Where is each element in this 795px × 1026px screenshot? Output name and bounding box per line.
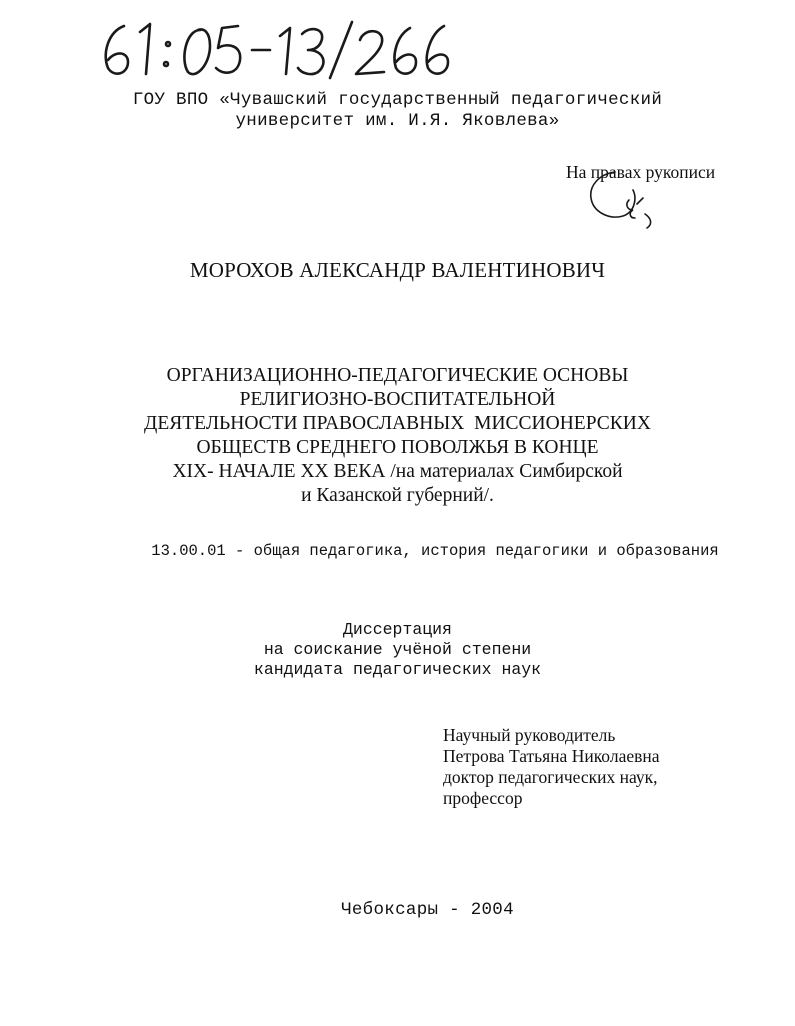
author-name: МОРОХОВ АЛЕКСАНДР ВАЛЕНТИНОВИЧ bbox=[189, 258, 606, 282]
thesis-title-line: ДЕЯТЕЛЬНОСТИ ПРАВОСЛАВНЫХ МИССИОНЕРСКИХ bbox=[144, 413, 651, 434]
handwritten-catalog-number bbox=[94, 18, 454, 80]
manuscript-label: На правах рукописи bbox=[566, 162, 716, 182]
supervisor-role: Научный руководитель bbox=[443, 725, 616, 745]
supervisor-name: Петрова Татьяна Николаевна bbox=[443, 746, 660, 766]
thesis-title-line: ОРГАНИЗАЦИОННО-ПЕДАГОГИЧЕСКИЕ ОСНОВЫ bbox=[166, 365, 629, 386]
institution-line-1: ГОУ ВПО «Чувашский государственный педагогический bbox=[132, 90, 663, 110]
specialty-code: 13.00.01 - общая педагогика, история педагогики и образования bbox=[151, 542, 719, 560]
thesis-title-line: XIX- НАЧАЛЕ XX ВЕКА /на материалах Симбирской bbox=[172, 461, 623, 482]
degree-line-3: кандидата педагогических наук bbox=[253, 660, 542, 679]
place-year: Чебоксары - 2004 bbox=[341, 900, 514, 920]
degree-block bbox=[0, 620, 795, 680]
supervisor-degree: доктор педагогических наук, bbox=[443, 767, 658, 787]
degree-line-1: Диссертация bbox=[343, 620, 452, 639]
supervisor-block bbox=[443, 725, 660, 809]
thesis-title-line: РЕЛИГИОЗНО-ВОСПИТАТЕЛЬНОЙ bbox=[239, 389, 556, 410]
thesis-title bbox=[0, 364, 795, 508]
thesis-title-line: ОБЩЕСТВ СРЕДНЕГО ПОВОЛЖЬЯ В КОНЦЕ bbox=[196, 437, 599, 458]
institution-header bbox=[0, 90, 795, 132]
thesis-title-line: и Казанской губерний/. bbox=[301, 485, 494, 506]
degree-line-2: на соискание учёной степени bbox=[263, 640, 532, 659]
institution-line-2: университет им. И.Я. Яковлева» bbox=[235, 111, 560, 131]
supervisor-title: профессор bbox=[443, 788, 523, 808]
signature-mark bbox=[585, 168, 655, 234]
